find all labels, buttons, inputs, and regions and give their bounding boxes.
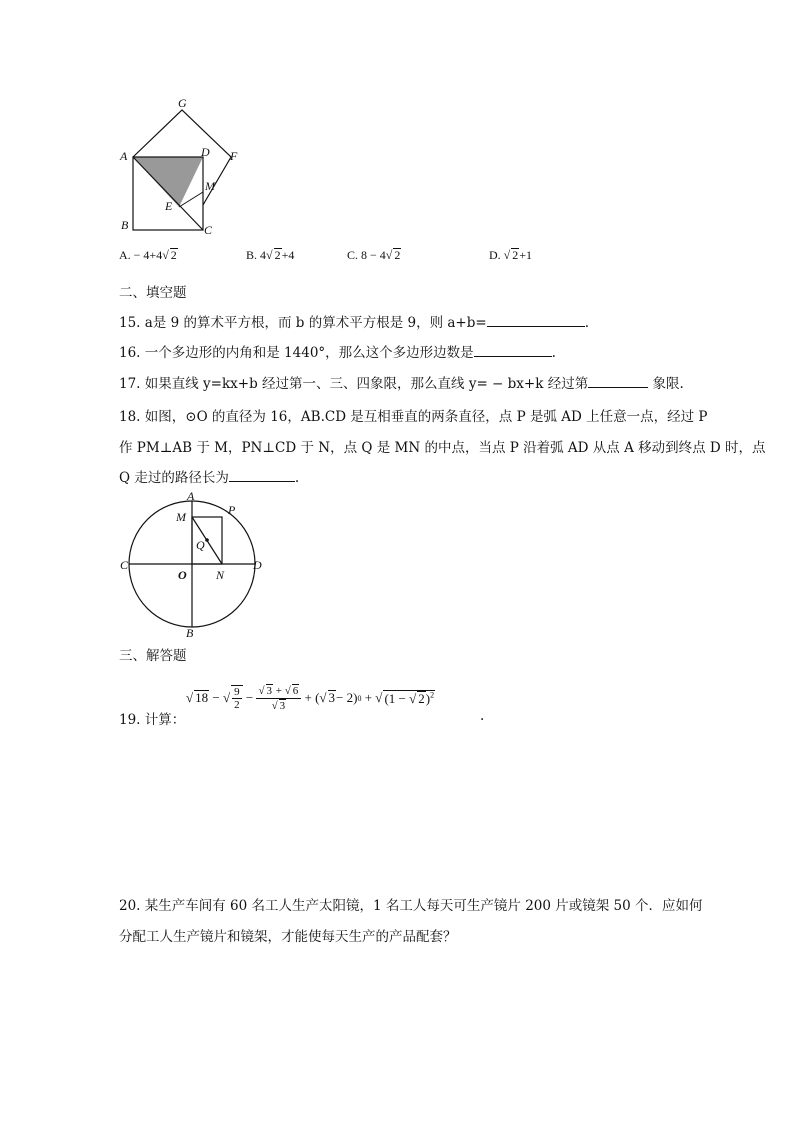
choice-b: B. 4√ 2+4 bbox=[246, 248, 295, 262]
label-o: O bbox=[178, 568, 187, 582]
label-q: Q bbox=[196, 538, 205, 552]
label-e: E bbox=[165, 199, 173, 213]
label-g: G bbox=[178, 96, 187, 110]
label-a: A bbox=[120, 149, 128, 163]
label-b: B bbox=[121, 218, 129, 232]
question-20-line1: 20. 某生产车间有 60 名工人生产太阳镜，1 名工人每天可生产镜片 200 片或镜架 50 个．应如何 bbox=[119, 898, 703, 914]
label-b: B bbox=[186, 626, 194, 640]
section-fill-in-heading: 二、填空题 bbox=[119, 285, 187, 301]
question-18-line1: 18. 如图，⊙O 的直径为 16，AB.CD 是互相垂直的两条直径，点 P 是弧 AD 上任意一点，经过 P bbox=[119, 409, 708, 425]
label-c: C bbox=[204, 223, 213, 237]
choice-a: A. − 4+4√ 2 bbox=[119, 248, 177, 262]
question-19-label: 19. 计算： bbox=[119, 712, 186, 728]
point-q bbox=[205, 538, 209, 542]
answer-blank-15[interactable] bbox=[487, 314, 585, 327]
circle-figure bbox=[118, 490, 268, 640]
question-18-line2: 作 PM⊥AB 于 M，PN⊥CD 于 N，点 Q 是 MN 的中点，当点 P 沿着弧 AD 从点 A 移动到终点 D 时，点 bbox=[119, 440, 766, 456]
label-d: D bbox=[253, 558, 262, 572]
question-16: 16. 一个多边形的内角和是 1440°，那么这个多边形边数是 . bbox=[119, 345, 556, 361]
label-c: C bbox=[120, 558, 129, 572]
label-d: D bbox=[201, 145, 210, 159]
answer-blank-17[interactable] bbox=[588, 375, 648, 388]
q19-end: . bbox=[480, 708, 485, 724]
q19-formula: √ 18 − √ $\frac{9}{2}$ − √ 3 + √ 6 √ 3 + (√ 3 − 2) 0 + √ (1 − √ 2)$^2$ bbox=[186, 685, 435, 712]
label-n: N bbox=[216, 568, 225, 582]
answer-blank-18[interactable] bbox=[229, 469, 295, 482]
label-m: M bbox=[176, 510, 186, 524]
label-m: M bbox=[205, 179, 215, 193]
choice-d: D. √ 2+1 bbox=[489, 248, 533, 262]
label-p: P bbox=[228, 503, 236, 517]
question-20-line2: 分配工人生产镜片和镜架，才能使每天生产的产品配套？ bbox=[119, 929, 457, 945]
section-solve-heading: 三、解答题 bbox=[119, 648, 187, 664]
label-f: F bbox=[230, 149, 238, 163]
question-15: 15. a是 9 的算术平方根，而 b 的算术平方根是 9，则 a+b= . bbox=[119, 315, 589, 331]
question-18-line3: Q 走过的路径长为 . bbox=[119, 470, 300, 486]
choice-c: C. 8 − 4√ 2 bbox=[347, 248, 401, 262]
question-17: 17. 如果直线 y=kx+b 经过第一、三、四象限，那么直线 y= − bx+k 经过第 象限. bbox=[119, 376, 684, 392]
answer-blank-16[interactable] bbox=[474, 344, 552, 357]
label-a: A bbox=[187, 490, 195, 503]
square-figure bbox=[112, 96, 252, 240]
